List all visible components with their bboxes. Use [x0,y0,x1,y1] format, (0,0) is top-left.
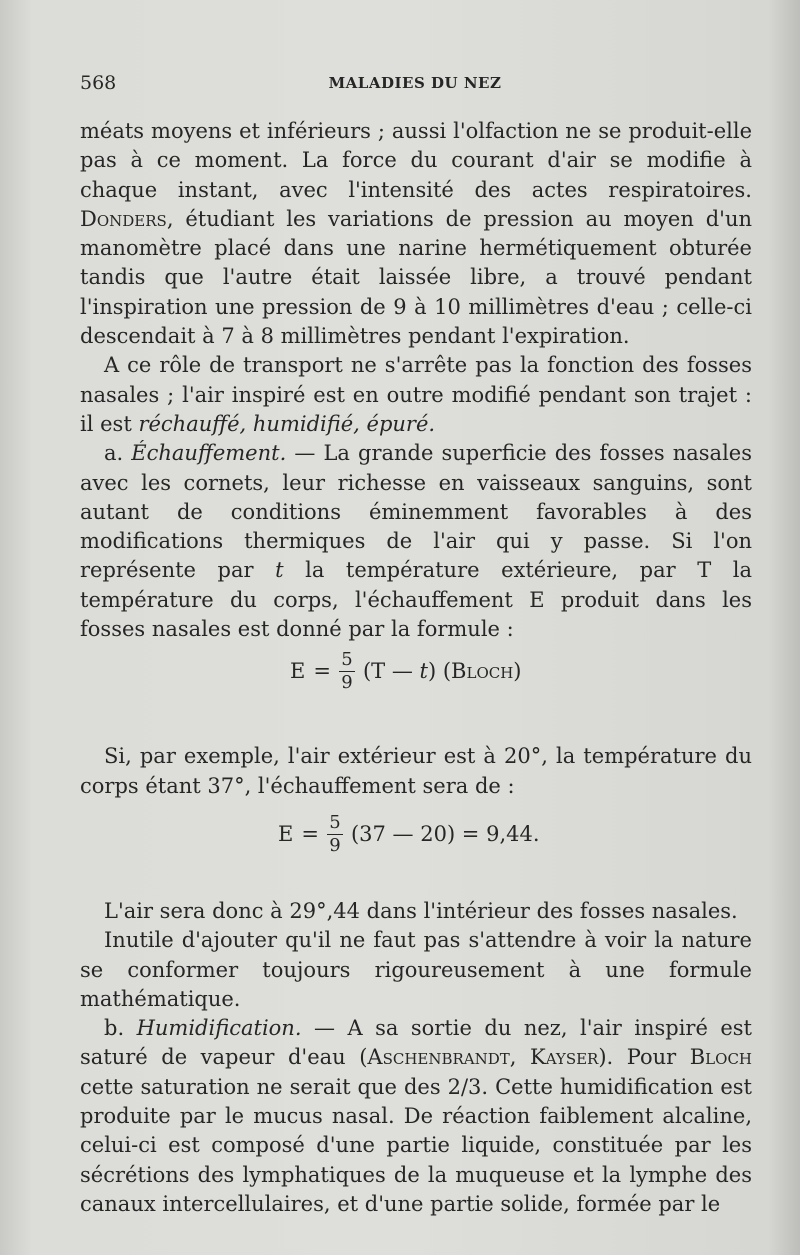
formula-fraction [339,650,355,693]
paragraph-text: L'air sera donc à 29°,44 dans l'intérieur des fosses nasales. [104,898,738,923]
fraction-denominator: 9 [341,672,353,694]
paragraph-transport-role [80,351,752,439]
fraction-denominator: 9 [329,834,341,856]
formula-example [80,813,752,879]
paragraph-text: ). Pour [598,1045,690,1070]
variable-t: t [275,558,284,583]
paragraph-echauffement [80,439,752,644]
paragraph-text: , étudiant les variations de pression au moyen d'un manomètre placé dans une narine hermétiquement obturée tandis que l'autre était laissée libre, a trouvé pendant l'inspiration une pression de 9 à 10 millimètres d'eau ; celle-ci descendait à 7 à 8 millimètres pendant l'expiration. [80,206,752,349]
spacer [80,881,752,897]
formula-result: (37 — 20) = 9,44. [350,821,540,846]
running-title: MALADIES DU NEZ [328,74,502,92]
italic-terms: réchauffé, humidifié, épuré. [138,411,436,436]
author-name: Donders [80,206,167,231]
fraction-numerator: 5 [341,649,353,671]
section-label: a. [104,441,132,466]
paragraph-text: Si, par exemple, l'air extérieur est à 20°, la température du corps étant 37°, l'échauffement sera de : [80,744,752,798]
formula-lhs: E [278,821,294,846]
section-title: Échauffement. [131,441,287,466]
fraction-numerator: 5 [329,811,341,833]
paragraph-text: la température extérieure, par T la température du corps, l'échauffement E produit dans les fosses nasales est donné par la formule : [80,558,752,642]
author-name: Bloch [689,1045,752,1070]
author-name: Kayser [530,1045,599,1070]
formula-source: Bloch [451,659,514,684]
paragraph-text: méats moyens et inférieurs ; aussi l'olfaction ne se produit-elle pas à ce moment. La force du courant d'air se modifie à chaque instant, avec l'intensité des actes respiratoires. [80,119,752,202]
formula-heating [80,650,752,712]
formula-lhs: E [290,659,306,684]
formula-variable-t: t [419,659,428,684]
formula-equals: = [301,821,319,846]
paragraph-text: — La grande superficie des fosses nasales avec les cornets, leur richesse en vaisseaux sanguins, sont autant de conditions éminemment favorables à des modifications thermiques de l'air qui y passe. Si l'on représente par [80,441,752,583]
paragraph-caveat [80,926,752,1014]
author-name: Aschenbrandt [367,1045,510,1070]
formula-equals: = [313,659,331,684]
paragraph-text: A ce rôle de transport ne s'arrête pas la fonction des fosses nasales ; l'air inspiré est en outre modifié pendant son trajet : il est [80,353,752,436]
section-title: Humidification. [136,1016,302,1041]
formula-fraction [327,813,343,856]
page-header [80,72,750,98]
paragraph-text: Inutile d'ajouter qu'il ne faut pas s'attendre à voir la nature se conformer toujours rigoureusement à une formule mathématique. [80,928,752,1011]
paragraph-example [80,742,752,801]
paragraph-result [80,897,752,926]
spacer [80,714,752,742]
paragraph-text: — A sa sortie du nez, l'air inspiré est saturé de vapeur d'eau ( [80,1016,752,1070]
body-text [80,117,752,1219]
section-label: b. [104,1016,137,1041]
paragraph-humidification: b. Humidification. — A sa sortie du nez, l'air inspiré est saturé de vapeur d'eau (Aschenbrandt, Kayser). Pour Bloch cette saturation ne serait que des 2/3. Cette humidification est produite par le mucus nasal. De réaction faiblement alcaline, celui-ci est composé d'une partie liquide, constituée par les sécrétions des lymphatiques de la muqueuse et la lymphe des canaux intercellulaires, et d'une partie solide, formée par le [80,1016,752,1216]
page-number: 568 [80,72,117,94]
formula-expression: (T — t) (Bloch) [362,659,522,684]
paragraph-text: cette saturation ne serait que des 2/3. Cette humidification est produite par le mucus nasal. De réaction faiblement alcaline, celui-ci est composé d'une partie liquide, constituée par les sécrétions des lymphatiques de la muqueuse et la lymphe des canaux intercellulaires, et d'une partie solide, formée par le [80,1074,752,1216]
paragraph-olfaction-pressure [80,117,752,351]
